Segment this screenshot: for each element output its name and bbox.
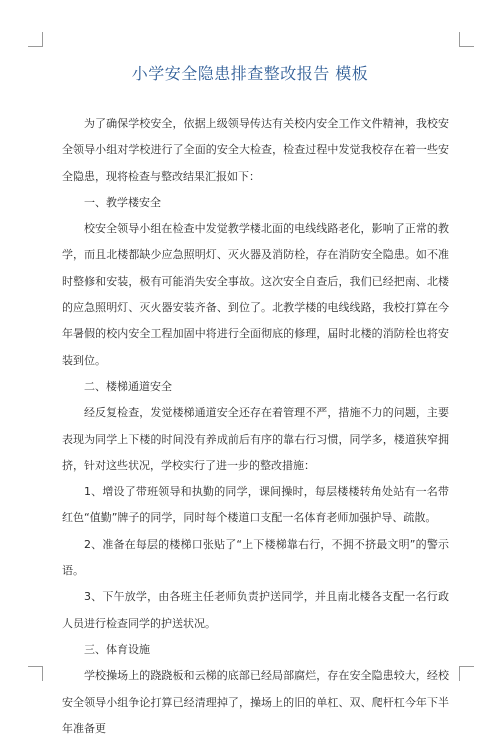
stairway-paragraph: 经反复检查，发觉楼梯通道安全还存在着管理不严，措施不力的问题，主要表现为同学上下楼的时间没有养成前后有序的靠右行习惯，同学多，楼道狭窄拥挤，针对这些状况，学校实行了进一步的整改措施： — [62, 406, 449, 472]
section-heading-stairway: 二、楼梯通道安全 — [84, 379, 172, 393]
sports-facilities-paragraph: 学校操场上的跷跷板和云梯的底部已经局部腐烂，存在安全隐患较大，经校安全领导小组争论打算已经清理掉了，操场上的旧的单杠、双、爬杆杠今年下半年准备更 — [62, 669, 449, 735]
measure-item-2: 2、准备在每层的楼梯口张贴了“上下楼梯靠右行，不拥不挤最文明”的警示语。 — [62, 537, 449, 578]
measure-item-3: 3、下午放学，由各班主任老师负责护送同学，并且南北楼各支配一名行政人员进行检查同学的护送状况。 — [62, 590, 449, 630]
section-heading-teaching-building: 一、教学楼安全 — [84, 195, 161, 209]
intro-paragraph: 为了确保学校安全，依据上级领导传达有关校内安全工作文件精神，我校安全领导小组对学校进行了全面的安全大检查，检查过程中发觉我校存在着一些安全隐患，现将检查与整改结果汇报如下： — [62, 117, 449, 183]
crop-mark-bottom-left — [28, 666, 43, 681]
document-title: 小学安全隐患排查整改报告 模板 — [131, 64, 369, 83]
crop-mark-top-left — [28, 32, 43, 47]
crop-mark-bottom-right — [459, 666, 474, 681]
measure-item-1: 1、增设了带班领导和执勤的同学，课间操时，每层楼楼转角处站有一名带红色“值勤”牌子的同学，同时每个楼道口支配一名体育老师加强护导、疏散。 — [62, 485, 449, 525]
section-heading-sports-facilities: 三、体育设施 — [84, 642, 150, 656]
document-body — [62, 111, 449, 742]
crop-mark-top-right — [459, 32, 474, 47]
teaching-building-paragraph: 校安全领导小组在检查中发觉教学楼北面的电线线路老化，影响了正常的教学，而且北楼都缺少应急照明灯、灭火器及消防栓，存在消防安全隐患。如不准时整修和安装，极有可能消失安全事故。这次安全自查后，我们已经把南、北楼的应急照明灯、灭火器安装齐备、到位了。北教学楼的电线线路，我校打算在今年暑假的校内安全工程加固中将进行全面彻底的修理，届时北楼的消防栓也将安装到位。 — [62, 222, 449, 367]
